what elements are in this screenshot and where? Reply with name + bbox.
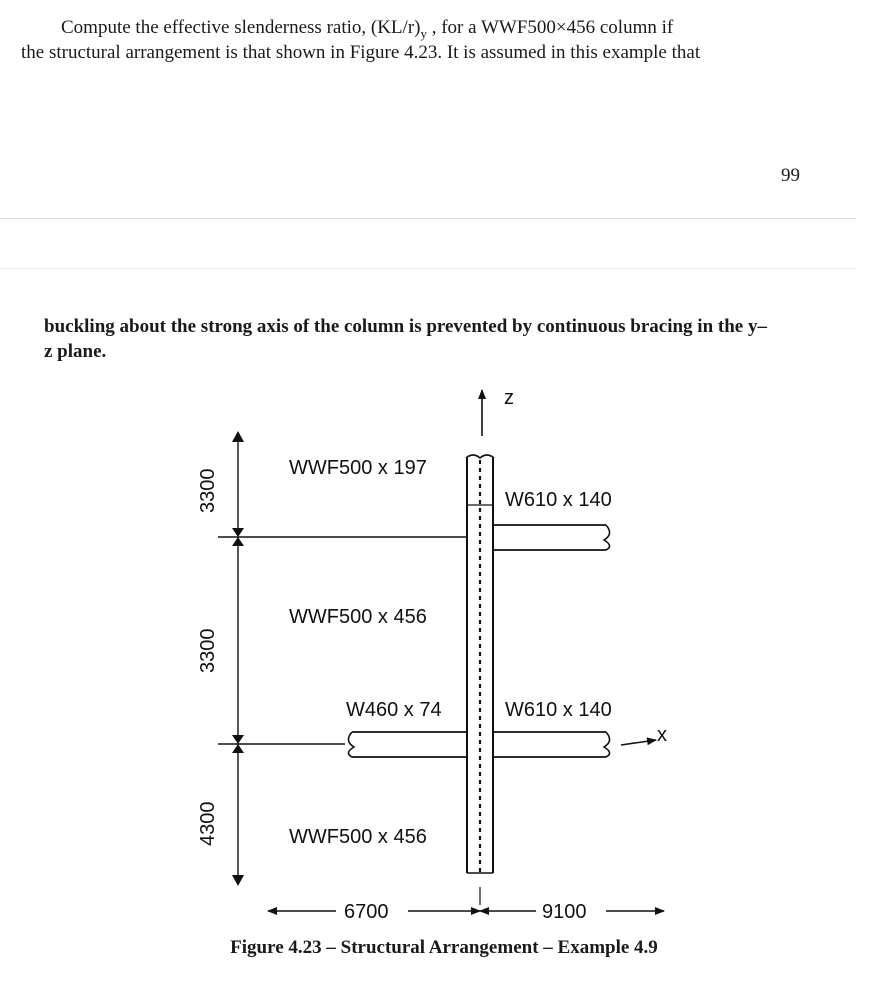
beam-left-label: W460 x 74 xyxy=(346,699,442,721)
height-label-bottom: 4300 xyxy=(197,801,219,846)
column xyxy=(466,455,494,873)
span-left-label: 6700 xyxy=(344,901,389,923)
intro-line2: the structural arrangement is that shown in Figure 4.23. It is assumed in this example that xyxy=(21,42,701,63)
x-axis-arrow xyxy=(621,740,656,745)
beam-right-lower xyxy=(493,732,610,757)
height-dimension xyxy=(232,431,244,886)
intro-line1: Compute the effective slenderness ratio, (KL/r) xyxy=(61,17,421,38)
span-dimension xyxy=(268,887,664,911)
beam-right-top-label: W610 x 140 xyxy=(505,489,612,511)
column-bottom-label: WWF500 x 456 xyxy=(289,826,427,848)
column-mid-label: WWF500 x 456 xyxy=(289,606,427,628)
continuation-line2: z plane. xyxy=(44,341,107,362)
column-top-label: WWF500 x 197 xyxy=(289,457,427,479)
height-label-mid: 3300 xyxy=(197,628,219,673)
intro-line1-rest: , for a WWF500×456 column if xyxy=(426,17,674,38)
continuation-line1: buckling about the strong axis of the column is prevented by continuous bracing in the y– xyxy=(44,316,767,337)
height-label-top: 3300 xyxy=(197,468,219,513)
span-right-label: 9100 xyxy=(542,901,587,923)
intro-line1-subscript: y xyxy=(420,25,427,41)
beam-right-upper xyxy=(493,525,610,550)
beam-left xyxy=(348,732,467,757)
figure-caption: Figure 4.23 – Structural Arrangement – Example 4.9 xyxy=(230,937,658,958)
page-number: 99 xyxy=(781,165,800,186)
z-axis-label: z xyxy=(504,387,514,409)
x-axis-label: x xyxy=(657,724,667,746)
beam-right-bottom-label: W610 x 140 xyxy=(505,699,612,721)
